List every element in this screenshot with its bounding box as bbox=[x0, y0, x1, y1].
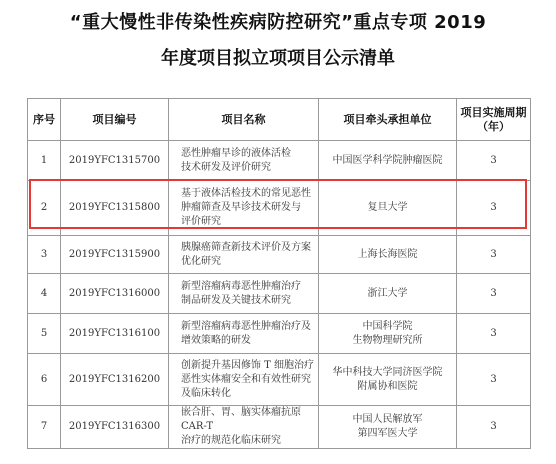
cell-project-code: 2019YFC1315900 bbox=[61, 236, 169, 274]
cell-project-name: 创新提升基因修饰 T 细胞治疗 恶性实体瘤安全和有效性研究 及临床转化 bbox=[169, 354, 319, 406]
cell-lead-unit: 中国医学科学院肿瘤医院 bbox=[319, 141, 457, 181]
cell-serial-no: 5 bbox=[28, 314, 61, 354]
cell-period: 3 bbox=[457, 354, 531, 406]
header-serial-no: 序号 bbox=[28, 99, 61, 141]
cell-period: 3 bbox=[457, 181, 531, 236]
project-list-table bbox=[27, 98, 531, 449]
cell-lead-unit: 复旦大学 bbox=[319, 181, 457, 236]
cell-project-name: 恶性肿瘤早诊的液体活检 技术研发及评价研究 bbox=[169, 141, 319, 181]
table-row bbox=[28, 354, 531, 406]
cell-project-name: 嵌合肝、胃、脑实体瘤抗原 CAR-T 治疗的规范化临床研究 bbox=[169, 406, 319, 449]
header-project-code: 项目编号 bbox=[61, 99, 169, 141]
cell-period: 3 bbox=[457, 236, 531, 274]
table-header-row bbox=[28, 99, 531, 141]
cell-period: 3 bbox=[457, 314, 531, 354]
header-lead-unit: 项目牵头承担单位 bbox=[319, 99, 457, 141]
cell-serial-no: 3 bbox=[28, 236, 61, 274]
cell-project-code: 2019YFC1316100 bbox=[61, 314, 169, 354]
table-row-highlighted bbox=[28, 181, 531, 236]
table-row bbox=[28, 141, 531, 181]
cell-lead-unit: 浙江大学 bbox=[319, 274, 457, 314]
table-row bbox=[28, 274, 531, 314]
table-row bbox=[28, 314, 531, 354]
cell-project-code: 2019YFC1316300 bbox=[61, 406, 169, 449]
cell-lead-unit: 华中科技大学同济医学院 附属协和医院 bbox=[319, 354, 457, 406]
cell-serial-no: 2 bbox=[28, 181, 61, 236]
cell-period: 3 bbox=[457, 406, 531, 449]
header-period: 项目实施周期 （年） bbox=[457, 99, 531, 141]
cell-lead-unit: 中国科学院 生物物理研究所 bbox=[319, 314, 457, 354]
title-line-2: 年度项目拟立项项目公示清单 bbox=[161, 48, 395, 69]
cell-project-code: 2019YFC1316200 bbox=[61, 354, 169, 406]
cell-lead-unit: 上海长海医院 bbox=[319, 236, 457, 274]
cell-serial-no: 6 bbox=[28, 354, 61, 406]
cell-project-name: 新型溶瘤病毒恶性肿瘤治疗及 增效策略的研发 bbox=[169, 314, 319, 354]
table-row bbox=[28, 406, 531, 449]
cell-serial-no: 1 bbox=[28, 141, 61, 181]
header-project-name: 项目名称 bbox=[169, 99, 319, 141]
cell-project-name: 基于液体活检技术的常见恶性 肿瘤筛查及早诊技术研发与 评价研究 bbox=[169, 181, 319, 236]
cell-project-name: 胰腺癌筛查新技术评价及方案 优化研究 bbox=[169, 236, 319, 274]
cell-project-code: 2019YFC1315700 bbox=[61, 141, 169, 181]
cell-period: 3 bbox=[457, 141, 531, 181]
cell-serial-no: 4 bbox=[28, 274, 61, 314]
cell-project-code: 2019YFC1315800 bbox=[61, 181, 169, 236]
cell-lead-unit: 中国人民解放军 第四军医大学 bbox=[319, 406, 457, 449]
cell-serial-no: 7 bbox=[28, 406, 61, 449]
title-line-1: “重大慢性非传染性疾病防控研究”重点专项 2019 bbox=[69, 12, 487, 33]
table-row bbox=[28, 236, 531, 274]
cell-period: 3 bbox=[457, 274, 531, 314]
cell-project-code: 2019YFC1316000 bbox=[61, 274, 169, 314]
cell-project-name: 新型溶瘤病毒恶性肿瘤治疗 制品研发及关键技术研究 bbox=[169, 274, 319, 314]
